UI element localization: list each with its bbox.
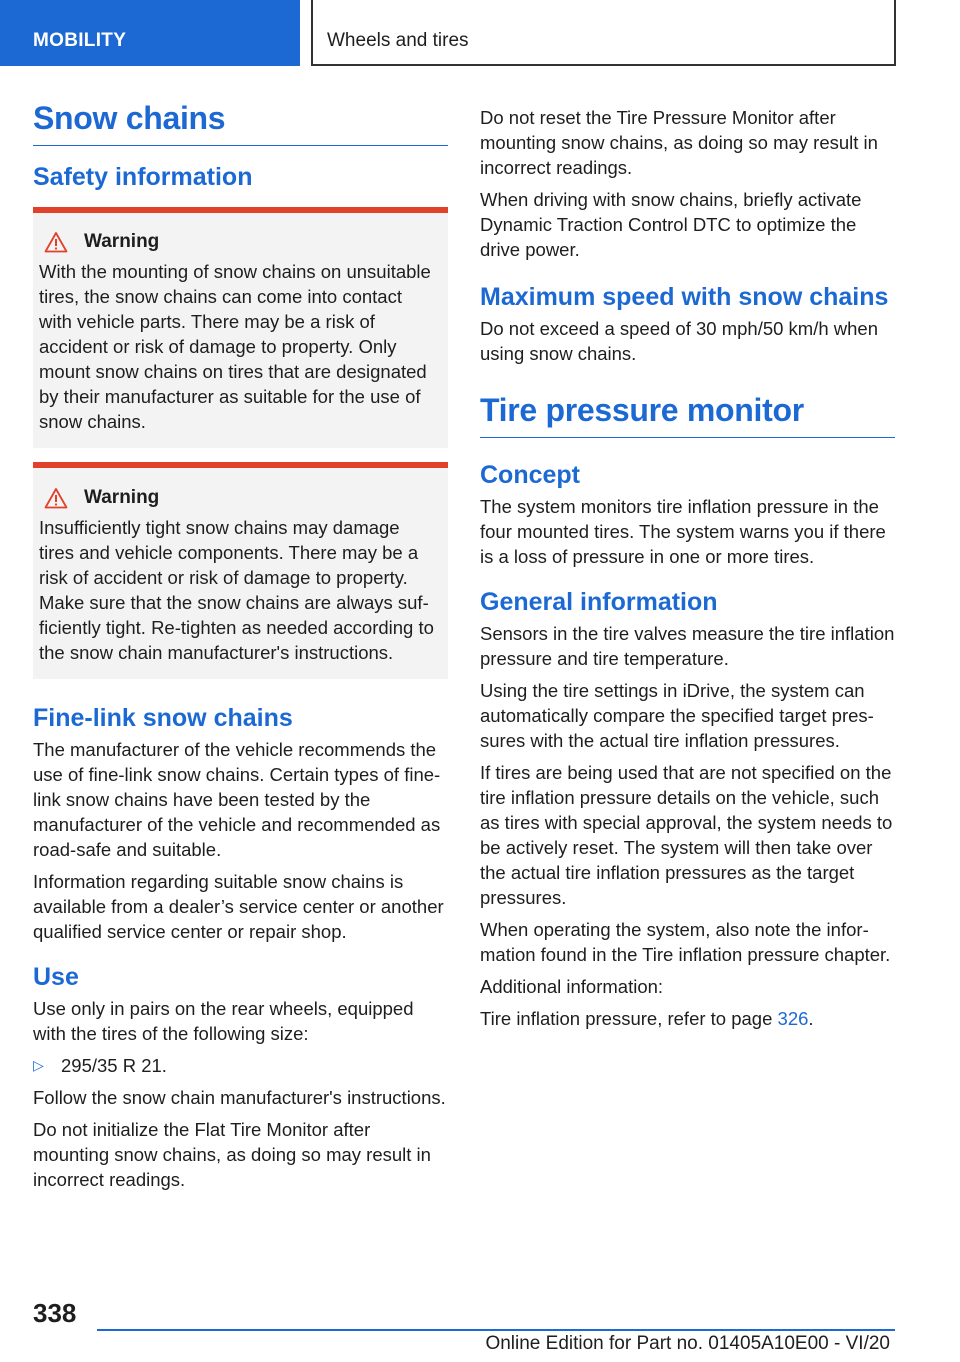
warning-triangle-icon [44, 231, 68, 253]
paragraph: Do not initialize the Flat Tire Monitor after mounting snow chains, as doing so may result in incorrect readings. [33, 1119, 431, 1190]
paragraph [480, 1006, 895, 1031]
warning-title [42, 487, 439, 509]
paragraph: Do not exceed a speed of 30 mph/50 km/h when using snow chains. [480, 318, 879, 364]
paragraph: When driving with snow chains, briefly activate Dynamic Traction Control DTC to optimize the drive power. [480, 189, 862, 260]
heading-tire-pressure-monitor: Tire pressure monitor [480, 392, 895, 438]
warning-triangle-icon [44, 487, 68, 509]
warning-title [42, 231, 439, 253]
footer-divider [97, 1329, 895, 1331]
paragraph: If tires are being used that are not specified on the tire inflation pressure details on the vehicle, such as tires with special approval, the system needs to be actively reset. The system will then take over the actual tire inflation pressures as the target pressures. [480, 762, 893, 908]
warning-body: Insufficiently tight snow chains may damage tires and vehicle components. There may be a risk of accident or risk of damage to property. Make sure that the snow chains are always sufficiently tight. Re-tighten as needed according to the snow chain manufacturer's instructions. [39, 517, 434, 663]
paragraph: Do not reset the Tire Pressure Monitor after mounting snow chains, as doing so may result in incorrect readings. [480, 107, 878, 178]
heading-snow-chains: Snow chains [33, 100, 448, 146]
paragraph: Using the tire settings in iDrive, the system can automatically compare the specified target pressures with the actual tire inflation pressures. [480, 680, 874, 751]
paragraph: Sensors in the tire valves measure the tire inflation pressure and tire temperature. [480, 623, 895, 669]
text: Tire inflation pressure, refer to page [480, 1008, 778, 1029]
heading-safety-information: Safety information [33, 163, 253, 191]
page-number: 338 [33, 1298, 77, 1328]
page-reference-link[interactable]: 326 [777, 1008, 809, 1029]
paragraph: The system monitors tire inflation pressure in the four mounted tires. The system warns you if there is a loss of pressure in one or more tires. [480, 496, 886, 567]
warning-box [33, 207, 448, 448]
page-header [0, 0, 960, 66]
paragraph: Follow the snow chain manufacturer's instructions. [33, 1087, 446, 1108]
heading-concept: Concept [480, 461, 580, 489]
heading-maximum-speed: Maximum speed with snow chains [480, 283, 889, 311]
list-item [33, 1053, 448, 1078]
text: . [808, 1008, 814, 1029]
paragraph: Additional information: [480, 976, 664, 997]
section-tab [0, 0, 300, 66]
chapter-label: Wheels and tires [327, 30, 469, 51]
list-item-text: 295/35 R 21. [61, 1055, 167, 1076]
warning-title-text: Warning [84, 231, 160, 252]
paragraph: Information regarding suitable snow chains is available from a dealer’s service center or another qualified service center or repair shop. [33, 871, 444, 942]
heading-general-information: General information [480, 588, 718, 616]
chapter-tab [311, 0, 896, 66]
paragraph: The manufacturer of the vehicle recommends the use of fine-link snow chains. Certain types of fine-link snow chains have been tested by the manufacturer of the vehicle and recommended as road-safe and suitable. [33, 739, 441, 860]
warning-box [33, 462, 448, 679]
right-column [480, 105, 895, 1038]
section-label: MOBILITY [33, 30, 127, 51]
warning-title-text: Warning [84, 487, 160, 508]
footer-edition: Online Edition for Part no. 01405A10E00 - VI/20 [485, 1333, 890, 1354]
heading-use: Use [33, 963, 79, 991]
paragraph: When operating the system, also note the information found in the Tire inflation pressure chapter. [480, 919, 891, 965]
left-column [33, 100, 448, 1199]
warning-body: With the mounting of snow chains on unsuitable tires, the snow chains can come into contact with vehicle parts. There may be a risk of accident or risk of damage to property. Only mount snow chains on tires that are designated by their manufacturer as suitable for the use of snow chains. [39, 261, 431, 432]
triangle-bullet-icon: ▷ [33, 1057, 44, 1073]
heading-fine-link-snow-chains: Fine-link snow chains [33, 704, 293, 732]
paragraph: Use only in pairs on the rear wheels, equipped with the tires of the following size: [33, 998, 414, 1044]
